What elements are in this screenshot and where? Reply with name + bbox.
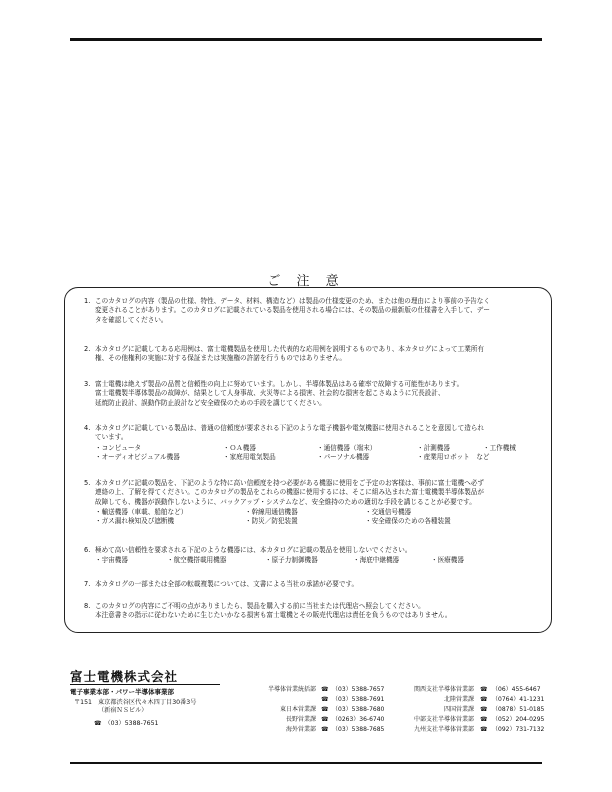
device-item: ・産業用ロボット など <box>417 452 490 461</box>
hq-address: 東京都渋谷区代々木四丁目30番3号 <box>98 699 197 706</box>
office-phone: （06）455-6467 <box>492 686 541 693</box>
office-row <box>400 696 550 704</box>
item-number: 6. <box>84 546 91 554</box>
item-line: 本注意書きの指示に従わないために生じたいかなる損害も富士電機とその販売代理店は責任を負うものではありません。 <box>95 611 452 620</box>
office-row <box>230 726 410 734</box>
office-name: 関西支社半導体営業部 <box>413 686 474 693</box>
item-number: 7. <box>84 580 91 588</box>
postal-code: 〒151 <box>74 699 92 706</box>
device-item: ・交通信号機器 <box>365 507 412 516</box>
office-phone: （092）731-7132 <box>492 726 545 733</box>
office-phone: （03）5388-7680 <box>332 706 385 713</box>
item-line: 権、その他権利の実施に対する保証または実施権の許諾を行うものではありません。 <box>95 354 346 363</box>
telephone-icon: ☎ <box>321 696 329 703</box>
item-line: このカタログの内容（製品の仕様、特性、データ、材料、構造など）は製品の仕様変更のため、または他の理由により事前の予告なく <box>95 297 490 305</box>
item-line: タを確認してください。 <box>95 315 168 324</box>
office-name: 半導体営業統括部 <box>267 686 316 693</box>
office-name: 四国営業課 <box>443 706 474 713</box>
hq-building: （新宿ＮＳビル） <box>98 707 148 714</box>
telephone-icon: ☎ <box>480 726 488 733</box>
office-name: 長野営業課 <box>285 716 316 723</box>
bottom-rule <box>70 762 542 764</box>
office-phone: （03）5388-7657 <box>332 686 385 693</box>
top-rule <box>70 38 542 41</box>
item-number: 3. <box>84 380 91 388</box>
device-list <box>95 508 543 527</box>
device-item: ・原子力制御機器 <box>265 556 318 565</box>
telephone-icon: ☎ <box>480 716 488 723</box>
item-number: 5. <box>84 479 91 487</box>
device-list <box>95 556 543 565</box>
item-number: 2. <box>84 345 91 353</box>
office-row <box>400 706 550 714</box>
device-item: ・ＯＡ機器 <box>223 443 256 452</box>
telephone-icon: ☎ <box>480 696 488 703</box>
office-row <box>230 716 410 724</box>
device-list <box>95 444 543 463</box>
item-line: 極めて高い信頼性を要求される下記のような機器には、本カタログに記載の製品を使用しないでください。 <box>95 546 412 554</box>
telephone-icon: ☎ <box>480 706 488 713</box>
item-number: 8. <box>84 602 91 610</box>
device-item: ・計測機器 <box>417 443 450 452</box>
item-line: 延焼防止設計、誤動作防止設計など安全確保のための手段を講じてください。 <box>95 398 326 407</box>
hq-phone: （03）5388-7651 <box>104 720 159 727</box>
item-line: 変更されることがあります。このカタログに記載されている製品を使用される場合には、その製品の最新版の仕様書を入手して、デー <box>95 306 490 315</box>
device-item: ・海底中継機器 <box>353 556 400 565</box>
item-line: 本カタログに記載してある応用例は、富士電機製品を使用した代表的な応用例を説明するものであり、本カタログによって工業所有 <box>95 345 485 353</box>
office-name: 海外営業部 <box>285 726 316 733</box>
office-phone: （03）5388-7691 <box>332 696 385 703</box>
device-item: ・幹線用通信機器 <box>245 507 298 516</box>
device-item: ・パーソナル機器 <box>317 452 370 461</box>
office-row <box>400 716 550 724</box>
item-line: 富士電機は絶えず製品の品質と信頼性の向上に努めています。しかし、半導体製品はある確率で故障する可能性があります。 <box>95 380 464 388</box>
item-line: 故障しても、機器が誤動作しないように、バックアップ・システムなど、安全維持のための適切な手段を講じることが必要です。 <box>95 497 476 506</box>
office-row <box>230 686 410 694</box>
department-name: 電子事業本部・パワー半導体事業部 <box>70 688 174 696</box>
item-line: 富士電機製半導体製品の故障が、結果として人身事故、火災等による損害、社会的な損害を起こさぬように冗長設計、 <box>95 389 445 398</box>
telephone-icon: ☎ <box>321 716 329 723</box>
telephone-icon: ☎ <box>321 686 329 693</box>
company-name: 富士電機株式会社 <box>70 669 179 684</box>
office-name: 北陸営業課 <box>443 696 474 703</box>
item-line: 本カタログに記載している製品は、普通の信頼度が要求される下記のような電子機器や電気機器に使用されることを意図して造られ <box>95 424 485 432</box>
office-name: 東日本営業課 <box>279 706 316 713</box>
hq-phone-line <box>94 718 158 727</box>
telephone-icon: ☎ <box>321 706 329 713</box>
device-item: ・宇宙機器 <box>95 556 128 565</box>
device-item: ・コンピュータ <box>95 443 142 452</box>
item-line: 本カタログの一部または全部の転載複製については、文書による当社の承諾が必要です。 <box>95 580 359 588</box>
office-row <box>400 686 550 694</box>
company-underline <box>70 684 220 685</box>
item-line: 連絡の上、了解を得てください。このカタログの製品をこれらの機器に使用するには、そこに組み込まれた富士電機製半導体製品が <box>95 488 485 497</box>
device-item: ・医療機器 <box>431 556 464 565</box>
item-line: 本カタログに記載の製品を、下記のような特に高い信頼度を持つ必要がある機器に使用をご予定のお客様は、事前に富士電機へ必ず <box>95 479 485 487</box>
device-item: ・工作機械 <box>483 443 516 452</box>
telephone-icon: ☎ <box>321 726 329 733</box>
office-phone: （052）204-0295 <box>492 716 545 723</box>
office-phone: （0764）41-1231 <box>492 696 545 703</box>
item-number: 4. <box>84 424 91 432</box>
device-item: ・ガス漏れ検知及び遮断機 <box>95 517 175 526</box>
device-item: ・通信機器（端末） <box>317 443 377 452</box>
item-line: このカタログの内容にご不明の点がありましたら、製品を購入する前に当社または代理店へ照会してください。 <box>95 602 425 610</box>
telephone-icon: ☎ <box>480 686 488 693</box>
telephone-icon: ☎ <box>94 720 102 727</box>
office-row <box>230 696 410 704</box>
device-item: ・家庭用電気製品 <box>223 452 276 461</box>
item-number: 1. <box>84 297 91 305</box>
device-item: ・オーディオビジュアル機器 <box>95 452 180 461</box>
office-name: 九州支社半導体営業部 <box>413 726 474 733</box>
office-phone: （0878）51-0185 <box>492 706 545 713</box>
office-phone: （03）5388-7685 <box>332 726 385 733</box>
office-name: 中部支社半導体営業部 <box>413 716 474 723</box>
office-phone: （0263）36-6740 <box>332 716 385 723</box>
office-row <box>230 706 410 714</box>
notice-title: ご 注 意 <box>267 274 345 289</box>
device-item: ・航空機搭載用機器 <box>167 556 227 565</box>
device-item: ・輸送機器（車載、船舶など） <box>95 507 188 516</box>
device-item: ・防災／防犯装置 <box>245 517 298 526</box>
device-item: ・安全確保のための各種装置 <box>365 517 451 526</box>
item-line: ています。 <box>95 433 128 442</box>
office-row <box>400 726 550 734</box>
